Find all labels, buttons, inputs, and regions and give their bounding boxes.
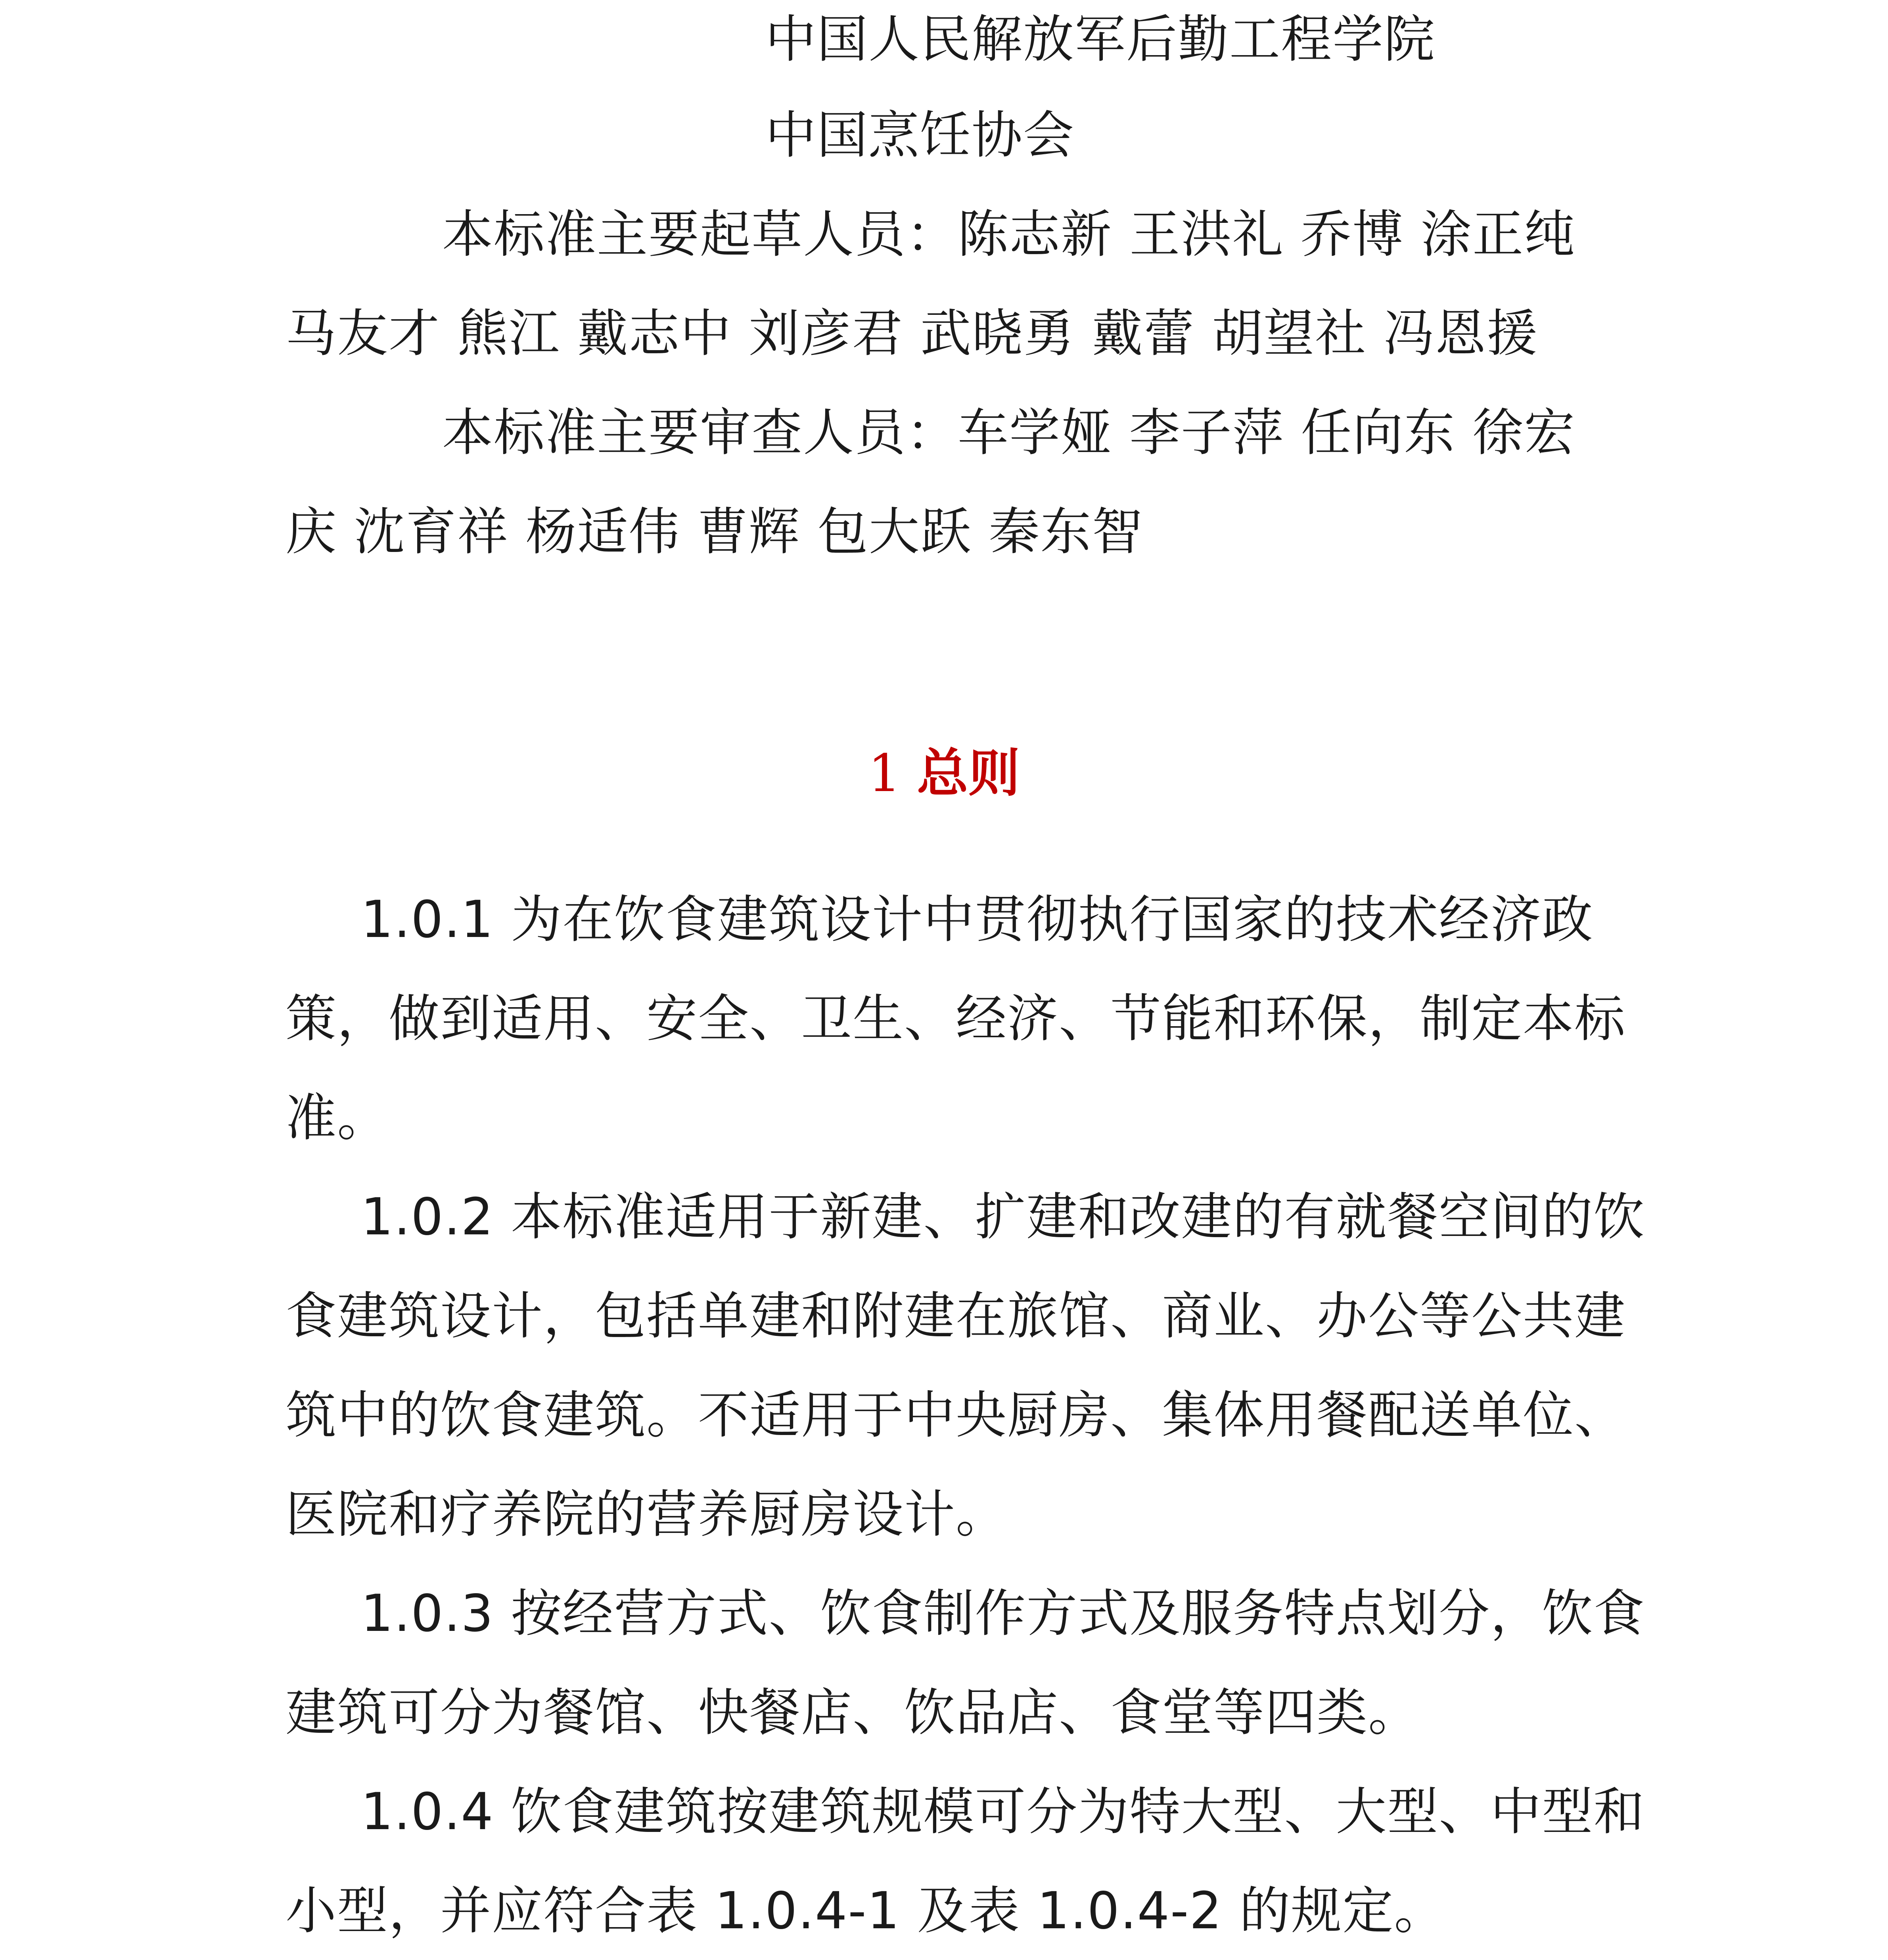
- drafters-line-2: 马友才 熊江 戴志中 刘彦君 武晓勇 戴蕾 胡望社 冯恩援: [286, 304, 1538, 363]
- clause-1-0-1-line-2: 策，做到适用、安全、卫生、经济、节能和环保，制定本标: [286, 989, 1626, 1048]
- reviewers-line-2: 庆 沈育祥 杨适伟 曹辉 包大跃 秦东智: [286, 502, 1144, 561]
- clause-1-0-4-line-2: 小型，并应符合表 1.0.4-1 及表 1.0.4-2 的规定。: [286, 1881, 1446, 1941]
- section-number: 1: [868, 743, 901, 803]
- clause-1-0-1-line-3: 准。: [286, 1088, 389, 1148]
- section-title-text: 总则: [916, 743, 1020, 803]
- clause-1-0-1-line-1: 1.0.1 为在饮食建筑设计中贯彻执行国家的技术经济政: [361, 890, 1594, 949]
- drafters-line-1: 本标准主要起草人员：陈志新 王洪礼 乔博 涂正纯: [442, 205, 1576, 264]
- drafting-org-1: 中国人民解放军后勤工程学院: [765, 10, 1436, 69]
- drafting-org-2: 中国烹饪协会: [765, 106, 1075, 165]
- clause-1-0-3-line-1: 1.0.3 按经营方式、饮食制作方式及服务特点划分，饮食: [361, 1584, 1645, 1643]
- clause-1-0-3-line-2: 建筑可分为餐馆、快餐店、饮品店、食堂等四类。: [286, 1683, 1420, 1742]
- clause-1-0-2-line-3: 筑中的饮食建筑。不适用于中央厨房、集体用餐配送单位、: [286, 1386, 1626, 1445]
- section-heading: [0, 741, 1888, 805]
- reviewers-line-1: 本标准主要审查人员：车学娅 李子萍 任向东 徐宏: [442, 403, 1576, 462]
- clause-1-0-2-line-1: 1.0.2 本标准适用于新建、扩建和改建的有就餐空间的饮: [361, 1188, 1645, 1247]
- clause-1-0-2-line-4: 医院和疗养院的营养厨房设计。: [286, 1485, 1008, 1544]
- clause-1-0-2-line-2: 食建筑设计，包括单建和附建在旅馆、商业、办公等公共建: [286, 1287, 1626, 1346]
- clause-1-0-4-line-1: 1.0.4 饮食建筑按建筑规模可分为特大型、大型、中型和: [361, 1782, 1645, 1841]
